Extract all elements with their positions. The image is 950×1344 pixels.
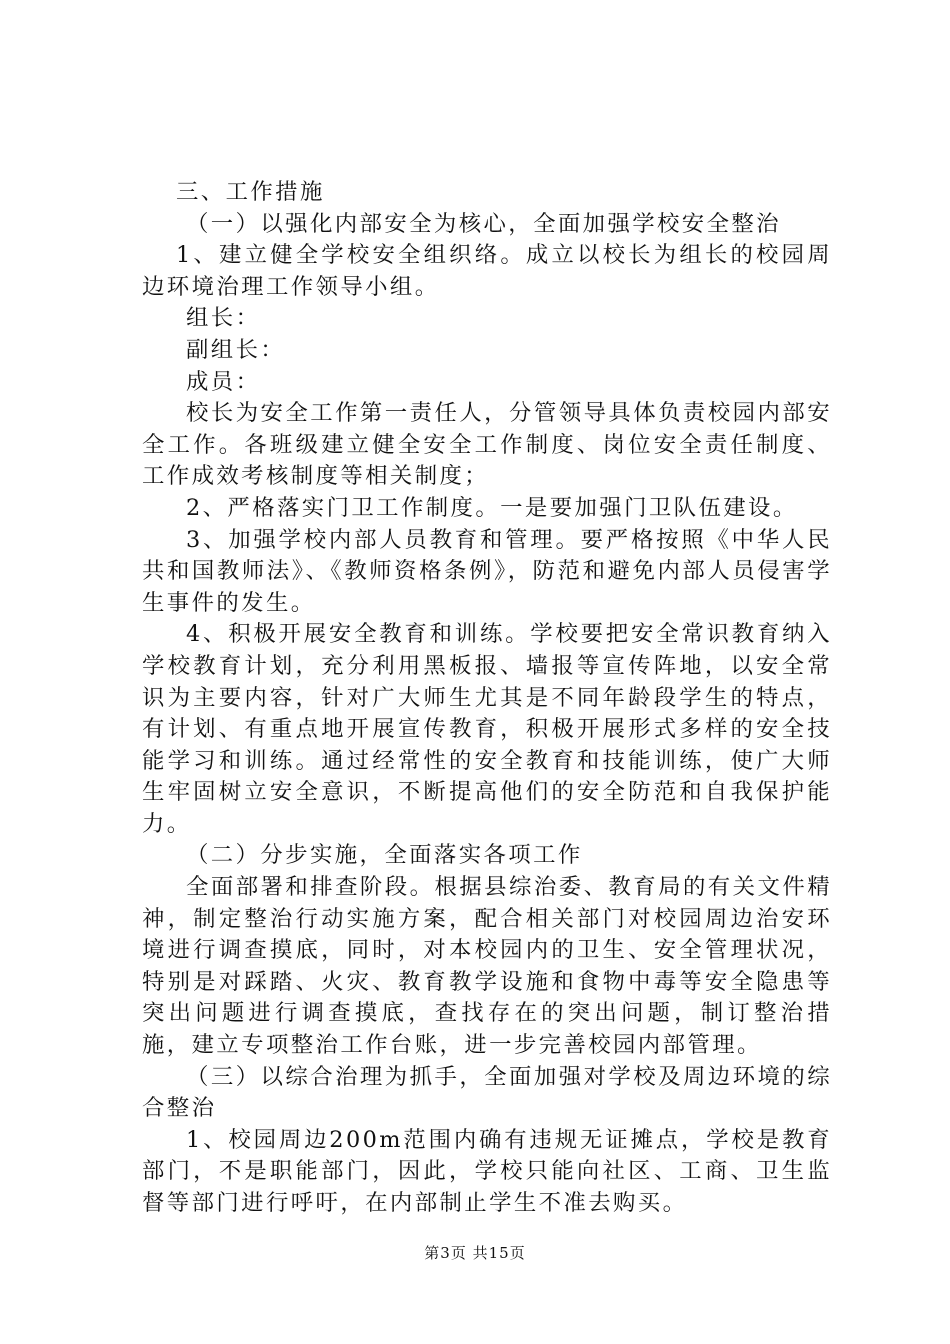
paragraph: 全面部署和排查阶段。根据县综治委、教育局的有关文件精神，制定整治行动实施方案，配合相关部门对校园周边治安环境进行调查摸底，同时，对本校园内的卫生、安全管理状况，特别是对踩踏、火灾、教育教学设施和食物中毒等安全隐患等突出问题进行调查摸底，查找存在的突出问题，制订整治措施，建立专项整治工作台账，进一步完善校园内部管理。 xyxy=(142,874,832,1059)
page-number: 第3页 共15页 xyxy=(424,1244,526,1262)
paragraph: 组长： xyxy=(186,305,261,332)
document-body xyxy=(142,177,832,1220)
paragraph: 3、加强学校内部人员教育和管理。要严格按照《中华人民共和国教师法》、《教师资格条例》，防范和避免内部人员侵害学生事件的发生。 xyxy=(142,526,832,616)
paragraph: 校长为安全工作第一责任人，分管领导具体负责校园内部安全工作。各班级建立健全安全工作制度、岗位安全责任制度、工作成效考核制度等相关制度； xyxy=(142,400,832,490)
paragraph: 2、严格落实门卫工作制度。一是要加强门卫队伍建设。 xyxy=(186,494,798,521)
subsection-heading: （二）分步实施，全面落实各项工作 xyxy=(186,842,583,869)
paragraph: 1、校园周边200m范围内确有违规无证摊点，学校是教育部门，不是职能部门，因此，学校只能向社区、工商、卫生监督等部门进行呼吁，在内部制止学生不准去购买。 xyxy=(142,1126,832,1216)
section-heading: 三、工作措施 xyxy=(176,179,325,205)
paragraph: 4、积极开展安全教育和训练。学校要把安全常识教育纳入学校教育计划，充分利用黑板报、墙报等宣传阵地，以安全常识为主要内容，针对广大师生尤其是不同年龄段学生的特点，有计划、有重点地开展宣传教育，积极开展形式多样的安全技能学习和训练。通过经常性的安全教育和技能训练，使广大师生牢固树立安全意识，不断提高他们的安全防范和自我保护能力。 xyxy=(142,621,832,837)
subsection-heading: （一）以强化内部安全为核心，全面加强学校安全整治 xyxy=(186,210,781,237)
subsection-heading: （三）以综合治理为抓手，全面加强对学校及周边环境的综合整治 xyxy=(142,1063,832,1122)
paragraph: 1、建立健全学校安全组织络。成立以校长为组长的校园周边环境治理工作领导小组。 xyxy=(142,242,832,300)
paragraph: 副组长： xyxy=(186,336,286,363)
paragraph: 成员： xyxy=(186,368,261,395)
